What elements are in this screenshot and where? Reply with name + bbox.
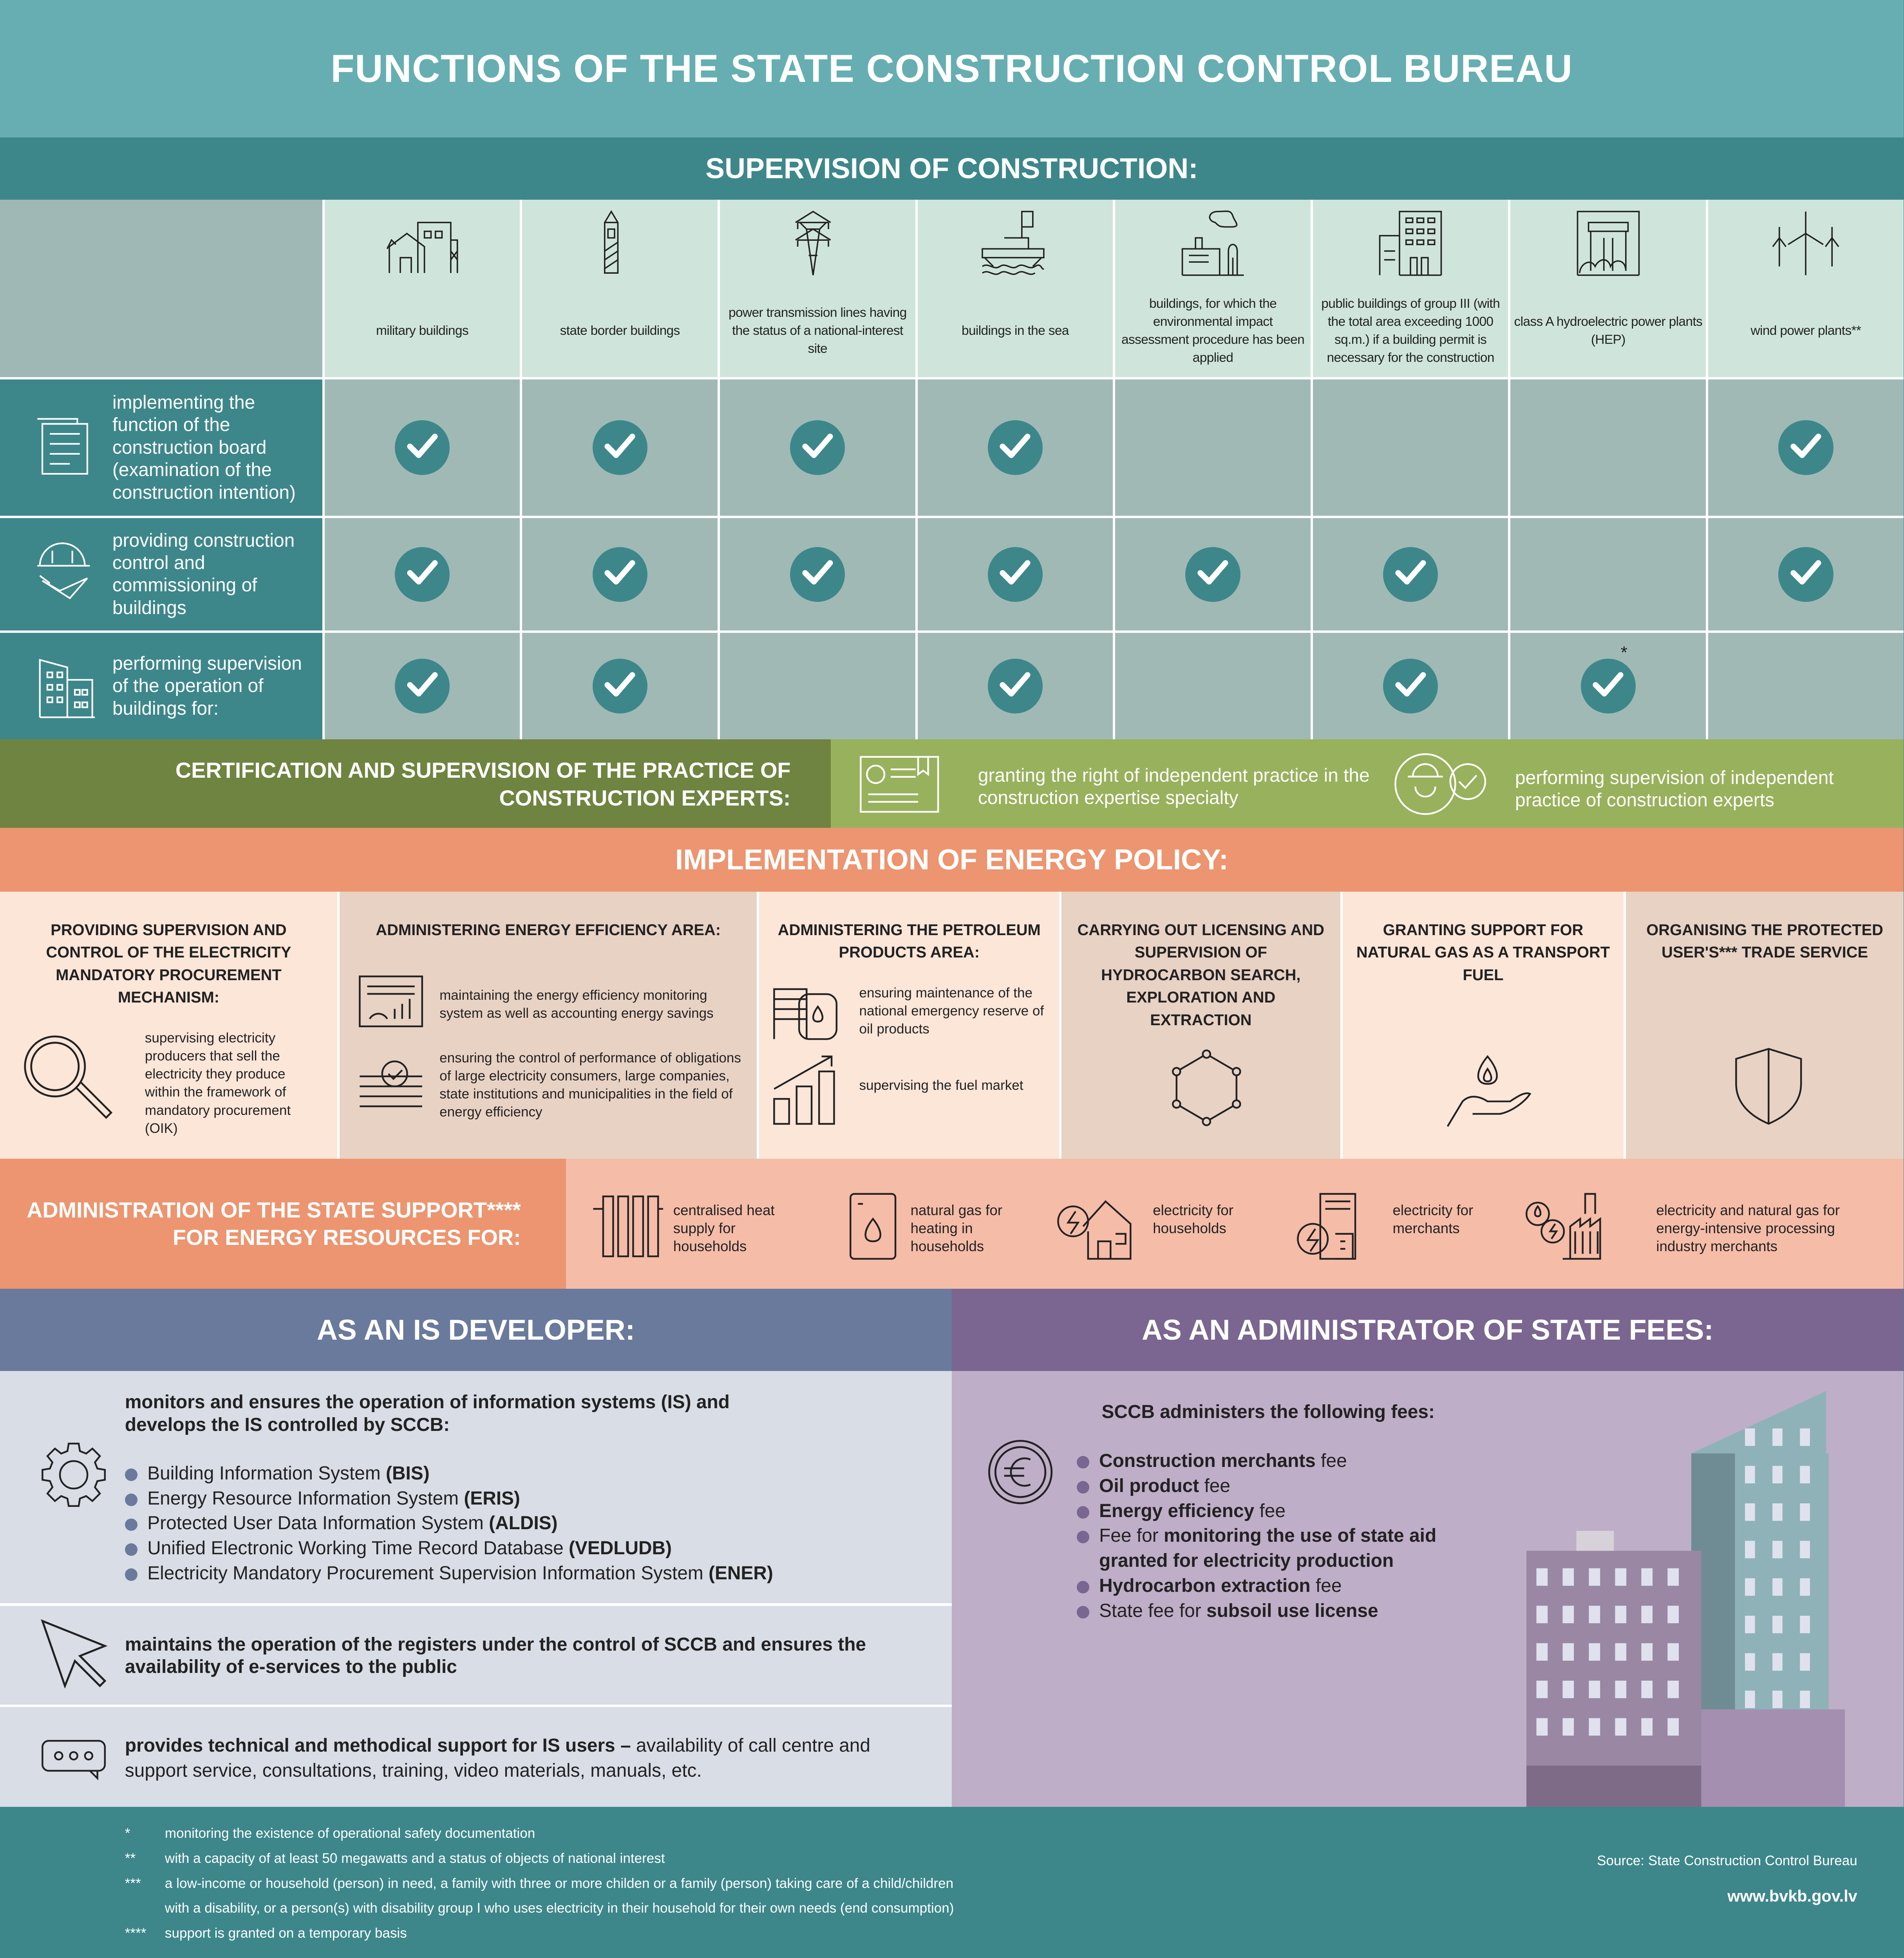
grid-cell	[520, 630, 718, 739]
column-label: military buildings	[376, 323, 468, 338]
grid-cell	[1311, 630, 1508, 739]
hand-flame-icon	[1443, 1051, 1535, 1129]
support-item: electricity and natural gas for energy-intensive processing industry merchants	[1656, 1202, 1840, 1255]
grid-cell	[915, 377, 1113, 516]
grid-cell	[1508, 630, 1706, 739]
grid-cell	[520, 516, 718, 630]
energy-item: supervising the fuel market	[859, 1077, 1023, 1093]
support-item: electricity for merchants	[1392, 1202, 1474, 1236]
state-support-heading: ADMINISTRATION OF THE STATE SUPPORT**** FOR ENERGY RESOURCES FOR:	[27, 1197, 521, 1250]
fees-intro: SCCB administers the following fees:	[1101, 1401, 1435, 1422]
is-support-text	[125, 1733, 899, 1783]
certificate-icon	[858, 752, 943, 817]
support-item: natural gas for heating in households	[910, 1202, 1002, 1255]
check-icon	[988, 547, 1043, 602]
row-header	[0, 377, 322, 516]
border-post-icon	[582, 207, 657, 280]
factory-tree-icon	[1175, 207, 1250, 280]
column-label: class A hydroelectric power plants (HEP)	[1514, 314, 1703, 347]
chat-bubble-icon	[40, 1738, 107, 1781]
fee-text: Energy efficiency	[1099, 1500, 1255, 1521]
hexagon-molecule-icon	[1172, 1049, 1242, 1127]
check-icon	[790, 547, 845, 602]
wind-turbine-icon	[1768, 207, 1843, 280]
column-label: public buildings of group III (with the total area exceeding 1000 sq.m.) if a building permit is necessary for the construction	[1321, 296, 1500, 365]
row-header	[0, 630, 322, 739]
column-header	[915, 200, 1113, 377]
system-abbr: (ALDIS)	[489, 1513, 558, 1534]
footnote-text: monitoring the existence of operational safety documentation	[165, 1826, 535, 1841]
shop-electricity-icon	[1295, 1189, 1375, 1264]
gas-boiler-icon	[835, 1189, 915, 1264]
grid-cell	[1508, 516, 1706, 630]
energy-col-hydrocarbon	[1059, 892, 1340, 1159]
cursor-icon	[40, 1618, 110, 1689]
energy-col-title: ADMINISTERING THE PETROLEUM PRODUCTS AREA:	[778, 921, 1041, 961]
certification-heading: CERTIFICATION AND SUPERVISION OF THE PRACTICE OF CONSTRUCTION EXPERTS:	[175, 758, 791, 810]
grid-cell	[1113, 516, 1311, 630]
fee-text: fee	[1310, 1575, 1342, 1596]
is-developer-heading: AS AN IS DEVELOPER:	[0, 1289, 952, 1371]
certification-items	[831, 739, 1904, 828]
footnote	[125, 1851, 665, 1866]
fee-item	[1077, 1474, 1476, 1499]
hard-hat-trowel-icon	[35, 538, 95, 611]
energy-col-title: CARRYING OUT LICENSING AND SUPERVISION OF HYDROCARBON SEARCH, EXPLORATION AND EXTRACTION	[1077, 921, 1325, 1029]
fee-item	[1077, 1523, 1476, 1573]
radiator-icon	[591, 1189, 671, 1264]
column-label: state border buildings	[560, 323, 680, 338]
is-registers-text: maintains the operation of the registers under the control of SCCB and ensures the availability of e-services to the public	[125, 1634, 866, 1678]
divider	[0, 1603, 952, 1606]
footnote-text: support is granted on a temporary basis	[165, 1925, 407, 1941]
grid-cell	[322, 516, 520, 630]
energy-col-title: PROVIDING SUPERVISION AND CONTROL OF THE ELECTRICITY MANDATORY PROCUREMENT MECHANISM:	[46, 921, 291, 1006]
fees-panel	[952, 1371, 1904, 1807]
column-header	[1706, 200, 1904, 377]
system-name: Unified Electronic Working Time Record Database	[147, 1538, 569, 1559]
documents-icon	[35, 412, 95, 484]
system-name: Protected User Data Information System	[147, 1513, 489, 1534]
fee-text: fee	[1254, 1500, 1286, 1521]
buildings-icon	[35, 650, 95, 723]
fee-item	[1077, 1573, 1476, 1599]
check-icon	[1185, 547, 1240, 602]
house-electricity-icon	[1056, 1189, 1136, 1264]
check-icon	[395, 659, 450, 713]
row-label: providing construction control and commissioning of buildings	[112, 530, 295, 619]
check-icon	[593, 547, 647, 602]
power-pylon-icon	[780, 207, 855, 280]
magnifier-icon	[20, 1031, 112, 1126]
factory-energy-icon	[1525, 1189, 1605, 1264]
check-icon	[395, 420, 450, 475]
column-header	[1508, 200, 1706, 377]
footnote-marker: ****	[125, 1925, 146, 1941]
energy-heading: IMPLEMENTATION OF ENERGY POLICY:	[0, 828, 1904, 892]
grid-cell	[1706, 516, 1904, 630]
footnote	[125, 1900, 954, 1916]
fee-text: subsoil use license	[1206, 1600, 1378, 1621]
column-header	[520, 200, 718, 377]
check-icon	[1778, 547, 1833, 602]
euro-icon	[987, 1438, 1054, 1506]
monitor-chart-icon	[357, 974, 425, 1029]
footnote-marker: *	[125, 1826, 130, 1841]
energy-col-procurement	[0, 892, 337, 1159]
page-title: FUNCTIONS OF THE STATE CONSTRUCTION CONTROL BUREAU	[0, 0, 1904, 137]
energy-item: ensuring the control of performance of obligations of large electricity consumers, large companies, state institutions and municipalities in the field of energy efficiency	[439, 1050, 741, 1120]
grid-cell	[1311, 516, 1508, 630]
check-icon	[593, 420, 647, 475]
fees-heading: AS AN ADMINISTRATOR OF STATE FEES:	[952, 1289, 1904, 1371]
is-system-item	[125, 1486, 773, 1511]
system-abbr: (ENER)	[709, 1563, 773, 1584]
grid-cell	[322, 377, 520, 516]
growth-chart-icon	[772, 1051, 842, 1126]
buildings-illustration	[1526, 1391, 1851, 1807]
footer	[0, 1807, 1904, 1958]
grid-cell	[1706, 630, 1904, 739]
support-item: centralised heat supply for households	[673, 1202, 775, 1255]
energy-item: maintaining the energy efficiency monitoring system as well as accounting energy savings	[439, 988, 714, 1021]
is-systems-list	[125, 1461, 773, 1586]
grid-cell	[520, 377, 718, 516]
gear-icon	[40, 1441, 107, 1508]
fee-item	[1077, 1599, 1476, 1624]
fee-text: Construction merchants	[1099, 1450, 1316, 1471]
cert-item-supervision: performing supervision of independent practice of construction experts	[1515, 767, 1834, 811]
is-system-item	[125, 1461, 773, 1486]
fee-text: fee	[1315, 1450, 1347, 1471]
system-name: Energy Resource Information System	[147, 1488, 464, 1509]
energy-col-protected-user	[1624, 892, 1903, 1159]
energy-col-petroleum	[757, 892, 1059, 1159]
fees-list	[1077, 1449, 1476, 1623]
grid-cell	[1508, 377, 1706, 516]
check-icon	[1383, 547, 1438, 602]
is-system-item	[125, 1561, 773, 1586]
footnote-marker: ***	[125, 1875, 141, 1891]
check-icon	[988, 420, 1043, 475]
row-label: performing supervision of the operation of buildings for:	[112, 653, 302, 719]
check-icon	[395, 547, 450, 602]
is-monitor-text: monitors and ensures the operation of information systems (IS) and develops the IS controlled by SCCB:	[125, 1392, 730, 1435]
energy-col-title: ORGANISING THE PROTECTED USER'S*** TRADE SERVICE	[1646, 921, 1883, 961]
check-icon	[1581, 659, 1636, 713]
check-icon	[1383, 659, 1438, 713]
column-header	[718, 200, 915, 377]
system-abbr: (BIS)	[386, 1463, 430, 1484]
check-icon	[988, 659, 1043, 713]
is-support-rest: availability of call centre and support service, consultations, training, video materials, manuals, etc.	[125, 1735, 871, 1781]
fee-text: fee	[1199, 1475, 1230, 1496]
energy-item: ensuring maintenance of the national emergency reserve of oil products	[859, 985, 1044, 1037]
fee-text: Oil product	[1099, 1475, 1199, 1496]
fee-text: monitoring the use of state aid granted for electricity production	[1099, 1525, 1437, 1571]
state-support-heading-block	[0, 1159, 566, 1289]
system-name: Building Information System	[147, 1463, 386, 1484]
system-abbr: (ERIS)	[464, 1488, 520, 1509]
is-developer-panel	[0, 1371, 952, 1807]
column-label: wind power plants**	[1750, 323, 1861, 338]
column-header	[1311, 200, 1508, 377]
is-system-item	[125, 1536, 773, 1561]
cert-item-granting: granting the right of independent practice in the construction expertise specialty	[978, 765, 1370, 808]
support-item: electricity for households	[1153, 1202, 1233, 1236]
grid-cell	[322, 630, 520, 739]
footnote-text: a low-income or household (person) in need, a family with three or more childen or a family (person) taking care of a child/children	[165, 1875, 954, 1891]
column-header	[1113, 200, 1311, 377]
grid-cell	[718, 630, 915, 739]
certification-heading-block	[0, 739, 831, 828]
check-icon	[593, 659, 647, 713]
energy-col-natural-gas	[1340, 892, 1624, 1159]
is-support-bold: provides technical and methodical support for IS users –	[125, 1735, 636, 1756]
grid-corner	[0, 200, 322, 377]
column-label: buildings in the sea	[961, 323, 1069, 338]
state-support-items	[566, 1159, 1904, 1289]
shield-icon	[1734, 1046, 1804, 1126]
footnote-text: with a capacity of at least 50 megawatts and a status of objects of national interest	[165, 1850, 665, 1866]
energy-col-title: GRANTING SUPPORT FOR NATURAL GAS AS A TRANSPORT FUEL	[1356, 921, 1610, 984]
footnote	[125, 1826, 535, 1841]
source-text: Source: State Construction Control Bureau	[1597, 1853, 1857, 1869]
fee-item	[1077, 1449, 1476, 1474]
system-abbr: (VEDLUDB)	[568, 1538, 672, 1559]
supervision-heading: SUPERVISION OF CONSTRUCTION:	[0, 137, 1904, 200]
grid-cell	[1311, 377, 1508, 516]
energy-col-title: ADMINISTERING ENERGY EFFICIENCY AREA:	[376, 921, 721, 939]
check-icon	[790, 420, 845, 475]
divider	[0, 1705, 952, 1707]
grid-cell	[1706, 377, 1904, 516]
row-header	[0, 516, 322, 630]
grid-cell	[1113, 377, 1311, 516]
grid-cell	[915, 630, 1113, 739]
fee-text: State fee for	[1099, 1600, 1206, 1621]
is-system-item	[125, 1511, 773, 1536]
fee-text: Hydrocarbon extraction	[1099, 1575, 1311, 1596]
fee-text: Fee for	[1099, 1525, 1164, 1546]
checklist-icon	[357, 1059, 425, 1114]
check-icon	[1778, 420, 1833, 475]
column-label: buildings, for which the environmental impact assessment procedure has been applied	[1121, 296, 1305, 365]
grid-cell	[718, 377, 915, 516]
footnote-text: with a disability, or a person(s) with disability group I who uses electricity in their household for their own needs (end consumption)	[165, 1900, 954, 1916]
dam-icon	[1571, 207, 1645, 280]
footnote-mark: *	[1620, 643, 1628, 662]
fee-item	[1077, 1499, 1476, 1524]
website-link[interactable]: www.bvkb.gov.lv	[1727, 1887, 1857, 1906]
footnote	[125, 1925, 407, 1941]
system-name: Electricity Mandatory Procurement Supervision Information System	[147, 1563, 709, 1584]
military-building-icon	[385, 207, 459, 280]
column-label: power transmission lines having the status of a national-interest site	[728, 305, 907, 356]
footnote	[125, 1876, 953, 1891]
oil-tank-icon	[772, 977, 842, 1042]
sea-platform-icon	[978, 207, 1052, 280]
column-header	[322, 200, 520, 377]
footnote-marker: **	[125, 1850, 136, 1866]
office-building-icon	[1373, 207, 1448, 280]
grid-cell	[915, 516, 1113, 630]
energy-item: supervising electricity producers that sell the electricity they produce within the framework of mandatory procurement (OIK)	[145, 1030, 291, 1136]
grid-cell	[718, 516, 915, 630]
row-label: implementing the function of the construction board (examination of the construction intention)	[112, 392, 296, 503]
expert-check-icon	[1393, 749, 1490, 819]
grid-cell	[1113, 630, 1311, 739]
energy-col-efficiency	[337, 892, 757, 1159]
